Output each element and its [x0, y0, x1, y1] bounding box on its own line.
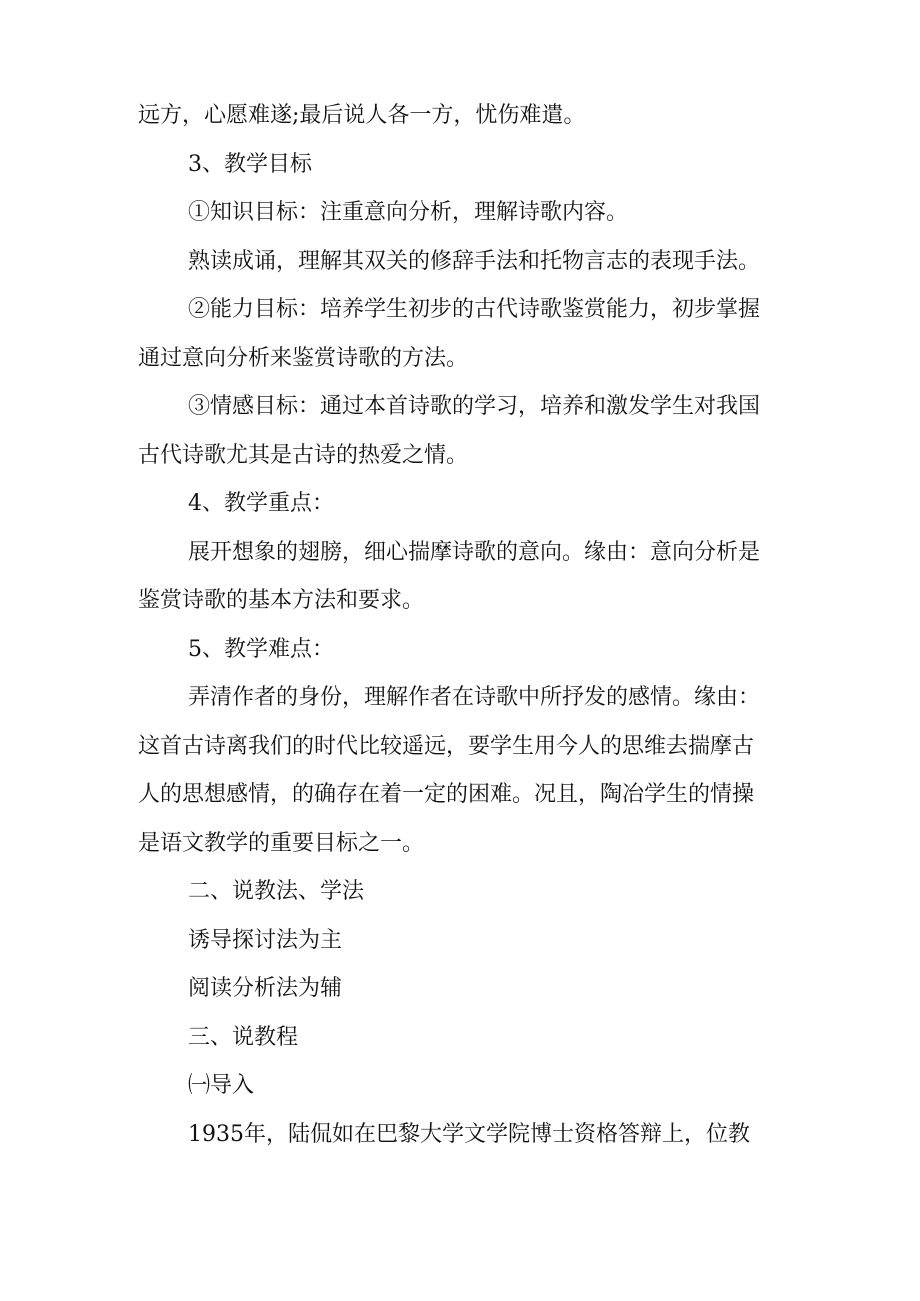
text-line-9: 4、教学重点： — [188, 491, 334, 516]
text-line-20: 三、说教程 — [188, 1024, 299, 1050]
document-body — [138, 92, 798, 1159]
text-line-13: 弄清作者的身份，理解作者在诗歌中所抒发的感情。缘由： — [188, 685, 761, 710]
text-line-10: 展开想象的翅膀，细心揣摩诗歌的意向。缘由：意向分析是 — [188, 539, 761, 565]
text-line-2: 3、教学目标 — [188, 151, 312, 177]
text-line-6: 通过意向分析来鉴赏诗歌的方法。 — [138, 345, 469, 371]
text-line-22: 1935年，陆侃如在巴黎大学文学院博士资格答辩上，位教 — [188, 1121, 750, 1147]
text-line-15: 人的思想感情，的确存在着一定的困难。况且，陶冶学生的情操 — [138, 782, 755, 807]
text-line-4: 熟读成诵，理解其双关的修辞手法和托物言志的表现手法。 — [188, 248, 761, 274]
text-line-21: ㈠导入 — [188, 1073, 255, 1098]
text-line-1: 远方，心愿难遂;最后说人各一方，忧伤难遣。 — [138, 103, 586, 128]
text-line-18: 诱导探讨法为主 — [188, 927, 343, 953]
text-line-19: 阅读分析法为辅 — [188, 976, 343, 1001]
text-line-14: 这首古诗离我们的时代比较遥远，要学生用今人的思维去揣摩古 — [138, 733, 755, 759]
text-line-3: ①知识目标：注重意向分析，理解诗歌内容。 — [188, 200, 629, 225]
text-line-17: 二、说教法、学法 — [188, 879, 365, 904]
text-line-5: ②能力目标：培养学生初步的古代诗歌鉴赏能力，初步掌握 — [188, 297, 761, 322]
text-line-16: 是语文教学的重要目标之一。 — [138, 830, 425, 856]
text-line-8: 古代诗歌尤其是古诗的热爱之情。 — [138, 442, 469, 468]
text-line-12: 5、教学难点： — [188, 636, 334, 662]
text-line-11: 鉴赏诗歌的基本方法和要求。 — [138, 588, 425, 613]
text-line-7: ③情感目标：通过本首诗歌的学习，培养和激发学生对我国 — [188, 394, 761, 419]
